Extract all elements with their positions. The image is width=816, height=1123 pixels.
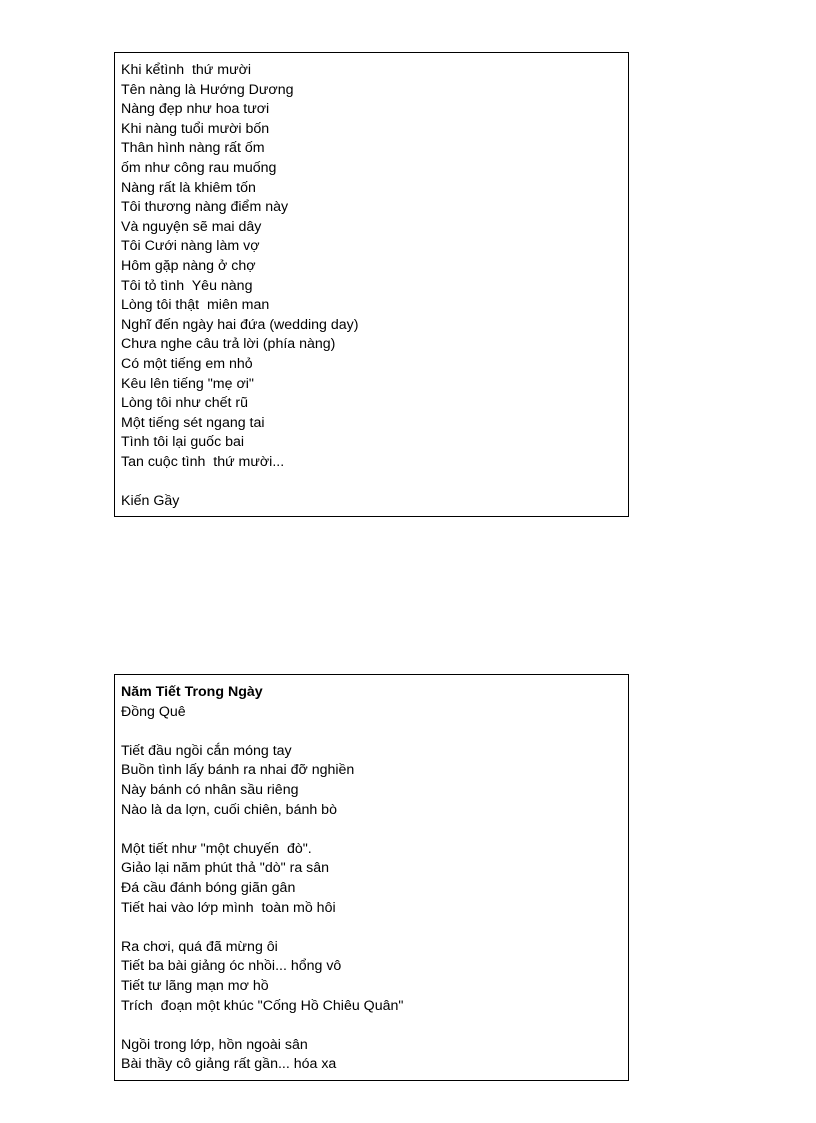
poem-author: Kiến Gầy [121, 493, 180, 510]
poem-line: Một tiết như "một chuyến đò". [121, 840, 312, 857]
poem-line: Tiết tư lãng mạn mơ hồ [121, 977, 269, 994]
blank-line [121, 820, 622, 840]
poem-line: Tiết ba bài giảng óc nhồi... hổng vô [121, 958, 342, 975]
poem-line: Tên nàng là Hướng Dương [121, 81, 294, 98]
poem-line: Nào là da lợn, cuối chiên, bánh bò [121, 801, 337, 818]
poem-line: Lòng tôi thật miên man [121, 297, 270, 314]
poem-subtitle: Đồng Quê [121, 703, 186, 720]
poem-line: ốm như công rau muống [121, 159, 277, 176]
blank-line [121, 1016, 622, 1036]
poem-line: Khi kểtình thứ mười [121, 62, 252, 78]
poem-line: Ngồi trong lớp, hồn ngoài sân [121, 1036, 308, 1053]
poem-line: Tôi thương nàng điểm này [121, 199, 289, 216]
poem-line: Ra chơi, quá đã mừng ôi [121, 938, 278, 955]
poem-line: Hôm gặp nàng ở chợ [121, 257, 256, 274]
poem-line: Buồn tình lấy bánh ra nhai đỡ nghiền [121, 762, 355, 779]
poem-line: Tình tôi lại guốc bai [121, 434, 245, 451]
poem-line: Đá cầu đánh bóng giãn gân [121, 879, 296, 896]
poem-line: Này bánh có nhân sầu riêng [121, 781, 299, 798]
blank-line [121, 472, 622, 492]
poem-line: Thân hình nàng rất ốm [121, 140, 265, 157]
poem-line: Và nguyện sẽ mai dây [121, 218, 262, 235]
poem-line: Nàng đẹp như hoa tươi [121, 101, 270, 118]
poem-line: Một tiếng sét ngang tai [121, 414, 265, 431]
poem-line: Nàng rất là khiêm tốn [121, 179, 256, 196]
poem-line: Nghĩ đến ngày hai đứa (wedding day) [121, 316, 359, 333]
poem-line: Tiết đầu ngồi cắn móng tay [121, 742, 292, 759]
blank-line [121, 722, 622, 742]
poem-line: Tôi tỏ tình Yêu nàng [121, 277, 253, 294]
poem-line: Tan cuộc tình thứ mười... [121, 453, 285, 470]
poem-line: Tôi Cưới nàng làm vợ [121, 238, 260, 255]
poem-line: Kêu lên tiếng "mẹ ơi" [121, 375, 254, 392]
poem-line: Trích đoạn một khúc "Cống Hồ Chiêu Quân" [121, 997, 404, 1014]
poem-line: Khi nàng tuổi mười bốn [121, 120, 270, 137]
blank-line [121, 918, 622, 938]
poem-line: Giảo lại năm phút thả "dò" ra sân [121, 860, 330, 877]
poem-box-1 [114, 52, 629, 517]
poem-line: Tiết hai vào lớp mình toàn mồ hôi [121, 899, 336, 916]
poem-line: Bài thầy cô giảng rất gần... hóa xa [121, 1056, 337, 1073]
poem-line: Lòng tôi như chết rũ [121, 395, 249, 412]
poem-box-2 [114, 674, 629, 1081]
poem-line: Có một tiếng em nhỏ [121, 355, 253, 372]
poem-line: Chưa nghe câu trả lời (phía nàng) [121, 336, 336, 353]
poem-title: Năm Tiết Trong Ngày [121, 684, 263, 700]
